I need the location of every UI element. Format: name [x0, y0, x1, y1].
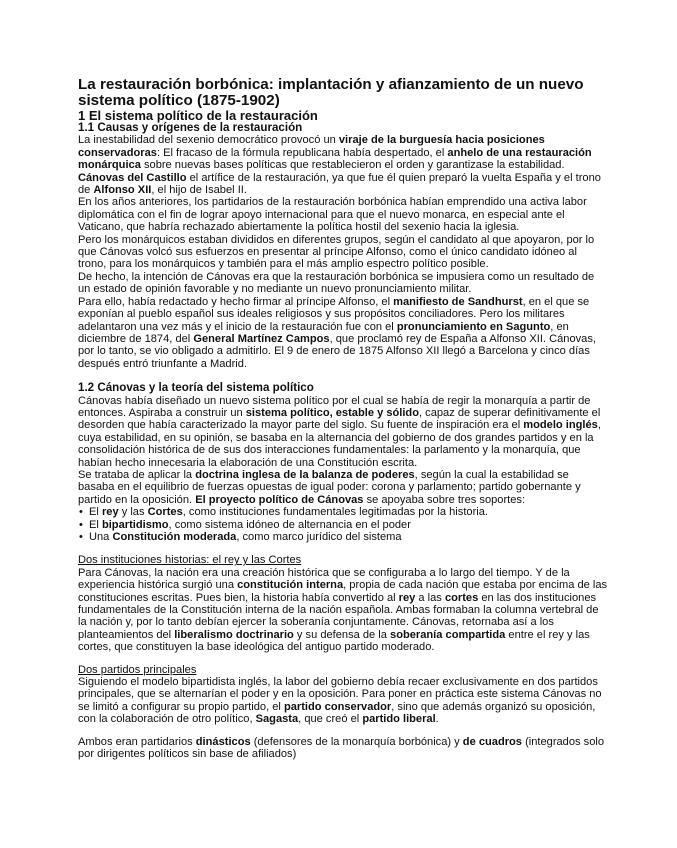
- document-page: [78, 77, 608, 761]
- list-item: • Una Constitución moderada, como marco jurídico del sistema: [78, 531, 608, 543]
- subsection-heading: 1.1 Causas y orígenes de la restauración: [78, 121, 303, 134]
- bullet-list: [78, 506, 608, 543]
- paragraph: Para ello, había redactado y hecho firmar al príncipe Alfonso, el manifiesto de Sandhurst, en el que se exponían al pueblo español sus ideales religiosos y sus propósitos conciliadores. Pero los militares adelantaron una vez más y el inicio de la restauración fue con el pronunciamiento en Sagunto, en diciembre de 1874, del General Martínez Campos, que proclamó rey de España a Alfonso XII. Cánovas, por lo tanto, se vio obligado a admitirlo. El 9 de enero de 1875 Alfonso XII llegó a Barcelona y cinco días después entró triunfante a Madrid.: [78, 295, 596, 370]
- list-item: • El bipartidismo, como sistema idóneo de alternancia en el poder: [78, 519, 608, 531]
- list-item: • El rey y las Cortes, como instituciones fundamentales legitimadas por la historia.: [78, 506, 608, 518]
- underlined-heading: Dos partidos principales: [78, 663, 197, 676]
- document-title: La restauración borbónica: implantación y afianzamiento de un nuevo sistema político (1875-1902): [78, 76, 584, 109]
- paragraph: Cánovas había diseñado un nuevo sistema político por el cual se había de regir la monarquía a partir de entonces. Aspiraba a construir un sistema político, estable y sólido, capaz de superar definitivamente el desorden que había caracterizado la mayor parte del siglo. Su fuente de inspiración era el modelo inglés, cuya estabilidad, en su opinión, se basaba en la alternancia del gobierno de dos grandes partidos y en la consolidación histórica de de sus dos interacciones fundamentales: la parlamento y la monarquía, que habían hecho innecesaria la elaboración de una Constitución escrita.: [78, 394, 601, 469]
- subsection-heading: 1.2 Cánovas y la teoría del sistema político: [78, 381, 314, 395]
- section-heading: 1 El sistema político de la restauración: [78, 108, 318, 123]
- paragraph: La inestabilidad del sexenio democrático provocó un viraje de la burguesía hacia posiciones conservadoras: El fracaso de la fórmula republicana había despertado, el anhelo de una restauración monárquica sobre nuevas bases políticas que restablecieron el orden y garantizase la estabilidad. Cánovas del Castillo el artífice de la restauración, ya que fue él quien preparó la vuelta España y el trono de Alfonso XII, el hijo de Isabel II.: [78, 134, 601, 197]
- paragraph: Se trataba de aplicar la doctrina inglesa de la balanza de poderes, según la cual la estabilidad se basaba en el equilibrio de fuerzas opuestas de igual poder: corona y parlamento; partido gobernante y partido en la oposición. El proyecto político de Cánovas se apoyaba sobre tres soportes:: [78, 468, 581, 506]
- paragraph: En los años anteriores, los partidarios de la restauración borbónica habían emprendido una activa labor diplomática con el fin de lograr apoyo internacional para que el nuevo monarca, en especial ante el Vaticano, que habría rechazado abiertamente la política hostil del sexenio hacia la iglesia.: [78, 196, 587, 234]
- paragraph: Ambos eran partidarios dinásticos (defensores de la monarquía borbónica) y de cuadros (integrados solo por dirigentes políticos sin base de afiliados): [78, 735, 605, 761]
- underlined-heading: Dos instituciones historias: el rey y las Cortes: [78, 554, 302, 567]
- paragraph: De hecho, la intención de Cánovas era que la restauración borbónica se impusiera como un resultado de un estado de opinión favorable y no mediante un nuevo pronunciamiento militar.: [78, 270, 595, 296]
- paragraph: Pero los monárquicos estaban divididos en diferentes grupos, según el candidato al que apoyaron, por lo que Cánovas volcó sus esfuerzos en presentar al príncipe Alfonso, como el único candidato idóneo al trono, para los monárquicos y también para el más amplio espectro político posible.: [78, 233, 595, 271]
- paragraph: Para Cánovas, la nación era una creación histórica que se configuraba a lo largo del tiempo. Y de la experiencia histórica surgió una constitución interna, propia de cada nación que estaba por encima de las constituciones escritas. Pues bien, la historia había convertido al rey a las cortes en las dos instituciones fundamentales de la Constitución interna de la nación española. Ambas formaban la columna vertebral de la nación y, por lo tanto debían ejercer la soberanía conjuntamente. Cánovas, retornaba así a los planteamientos del liberalismo doctrinario y su defensa de la soberanía compartida entre el rey y las cortes, que constituyen la base ideológica del antiguo partido moderado.: [78, 566, 608, 654]
- paragraph: Siguiendo el modelo bipartidista inglés, la labor del gobierno debía recaer exclusivamente en dos partidos principales, que se alternarían el poder y en la oposición. Para poner en práctica este sistema Cánovas no se limitó a configurar su propio partido, el partido conservador, sino que además organizó su oposición, con la colaboración de otro político, Sagasta, que creó el partido liberal.: [78, 676, 602, 726]
